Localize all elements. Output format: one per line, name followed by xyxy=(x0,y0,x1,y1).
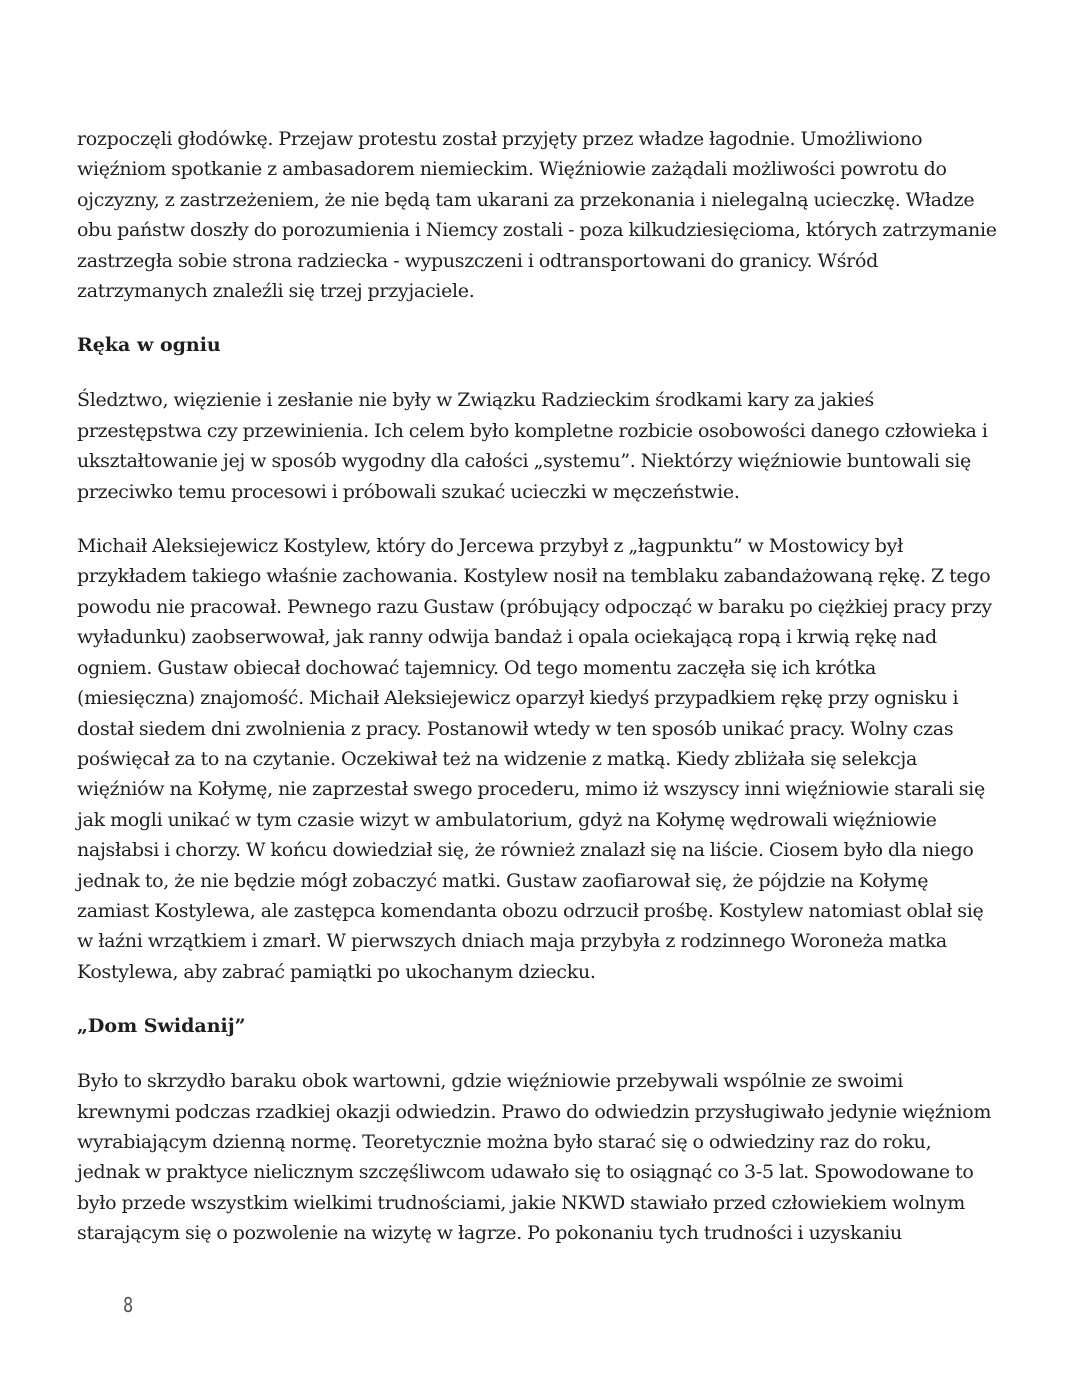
paragraph-kostylew: Michaił Aleksiejewicz Kostylew, który do Jercewa przybył z „łagpunktu” w Mostowicy był przykładem takiego właśnie zachowania. Kostylew nosił na temblaku zabandażowaną rękę. Z tego powodu nie pracował. Pewnego razu Gustaw (próbujący odpocząć w baraku po ciężkiej pracy przy wyładunku) zaobserwował, jak ranny odwija bandaż i opala ociekającą ropą i krwią rękę nad ogniem. Gustaw obiecał dochować tajemnicy. Od tego momentu zaczęła się ich krótka (miesięczna) znajomość. Michaił Aleksiejewicz oparzył kiedyś przypadkiem rękę przy ognisku i dostał siedem dni zwolnienia z pracy. Postanowił wtedy w ten sposób unikać pracy. Wolny czas poświęcał za to na czytanie. Oczekiwał też na widzenie z matką. Kiedy zbliżała się selekcja więźniów na Kołymę, nie zaprzestał swego procederu, mimo iż wszyscy inni więźniowie starali się jak mogli unikać w tym czasie wizyt w ambulatorium, gdyż na Kołymę wędrowali więźniowie najsłabsi i chorzy. W końcu dowiedział się, że również znalazł się na liście. Ciosem było dla niego jednak to, że nie będzie mógł zobaczyć matki. Gustaw zaofiarował się, że pójdzie na Kołymę zamiast Kostylewa, ale zastępca komendanta obozu odrzucił prośbę. Kostylew natomiast oblał się w łaźni wrzątkiem i zmarł. W pierwszych dniach maja przybyła z rodzinnego Woroneża matka Kostylewa, aby zabrać pamiątki po ukochanym dziecku. xyxy=(77,535,992,983)
paragraph-hunger-strike: rozpoczęli głodówkę. Przejaw protestu został przyjęty przez władze łagodnie. Umożliwiono więźniom spotkanie z ambasadorem niemieckim. Więźniowie zażądali możliwości powrotu do ojczyzny, z zastrzeżeniem, że nie będą tam ukarani za przekonania i nielegalną ucieczkę. Władze obu państw doszły do porozumienia i Niemcy zostali - poza kilkudziesięcioma, których zatrzymanie zastrzegła sobie strona radziecka - wypuszczeni i odtransportowani do granicy. Wśród zatrzymanych znaleźli się trzej przyjaciele. xyxy=(77,128,997,303)
section-heading-dom-swidanij: „Dom Swidanij” xyxy=(77,1015,246,1038)
paragraph-visits: Było to skrzydło baraku obok wartowni, gdzie więźniowie przebywali wspólnie ze swoimi krewnymi podczas rzadkiej okazji odwiedzin. Prawo do odwiedzin przysługiwało jedynie więźniom wyrabiającym dzienną normę. Teoretycznie można było starać się o odwiedziny raz do roku, jednak w praktyce nielicznym szczęśliwcom udawało się to osiągnąć co 3-5 lat. Spowodowane to było przede wszystkim wielkimi trudnościami, jakie NKWD stawiało przed człowiekiem wolnym starającym się o pozwolenie na wizytę w łagrze. Po pokonaniu tych trudności i uzyskaniu xyxy=(77,1070,992,1245)
document-body xyxy=(77,124,997,1249)
paragraph-investigation: Śledztwo, więzienie i zesłanie nie były w Związku Radzieckim środkami kary za jakieś przestępstwa czy przewinienia. Ich celem było kompletne rozbicie osobowości danego człowieka i ukształtowanie jej w sposób wygodny dla całości „systemu”. Niektórzy więźniowie buntowali się przeciwko temu procesowi i próbowali szukać ucieczki w męczeństwie. xyxy=(77,389,988,503)
section-heading-hand-in-fire: Ręka w ogniu xyxy=(77,334,221,357)
page-number: 8 xyxy=(123,1293,134,1317)
